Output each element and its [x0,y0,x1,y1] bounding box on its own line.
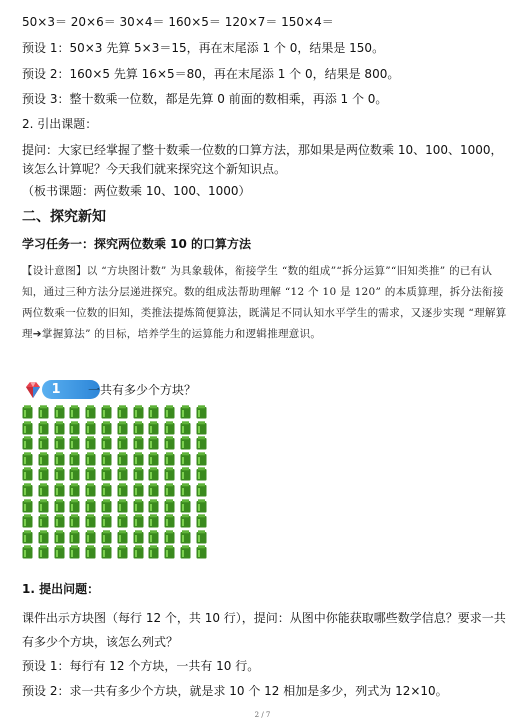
block-square [54,514,65,528]
block-square [148,436,159,450]
block-square [180,530,191,544]
block-square [148,499,159,513]
block-square [101,405,112,419]
block-square [133,514,144,528]
block-square [164,499,175,513]
block-square [117,545,128,559]
block-square [38,483,49,497]
block-square [164,405,175,419]
block-square [148,483,159,497]
block-square [148,545,159,559]
block-square [22,483,33,497]
block-square [101,483,112,497]
block-square [38,436,49,450]
block-square [180,545,191,559]
block-square [196,467,207,481]
block-square [101,514,112,528]
block-square [133,405,144,419]
block-square [180,499,191,513]
block-square [164,514,175,528]
block-square [196,421,207,435]
warmup-exercises: 50×3＝ 20×6＝ 30×4＝ 160×5＝ 120×7＝ 150×4＝ [22,15,334,29]
block-square [133,483,144,497]
subheading-raise-question: 1. 提出问题： [22,582,100,596]
block-square [196,405,207,419]
block-square [180,436,191,450]
block-square [69,530,80,544]
answer-preset-2: 预设 2：求一共有多少个方块，就是求 10 个 12 相加是多少，列式为 12×10。 [22,684,448,698]
block-square [164,467,175,481]
block-square [117,483,128,497]
block-square [69,452,80,466]
block-square [101,452,112,466]
block-square [54,545,65,559]
block-square [38,514,49,528]
block-square [148,452,159,466]
block-square [180,405,191,419]
block-square [117,436,128,450]
block-square [196,452,207,466]
courseware-paragraph: 课件出示方块图（每行 12 个，共 10 行），提问：从图中你能获取哪些数学信息？要求一共有多少个方块，该怎么列式？ [22,611,506,649]
block-square [164,545,175,559]
block-square [38,452,49,466]
block-square [164,530,175,544]
block-square [69,405,80,419]
block-square [22,545,33,559]
block-square [196,530,207,544]
block-square [38,545,49,559]
block-square [85,421,96,435]
block-square [133,452,144,466]
section-heading: 二、探究新知 [22,209,106,225]
block-square [85,452,96,466]
block-square [85,467,96,481]
block-square [69,545,80,559]
block-square [117,405,128,419]
block-square [85,499,96,513]
block-square [117,514,128,528]
block-square [196,545,207,559]
block-square [54,421,65,435]
preset-3: 预设 3：整十数乘一位数，都是先算 0 前面的数相乘，再添 1 个 0。 [22,92,388,106]
block-square [38,467,49,481]
block-square [148,514,159,528]
preset-1: 预设 1：50×3 先算 5×3＝15，再在末尾添 1 个 0，结果是 150。 [22,41,385,55]
block-square [54,499,65,513]
block-square [117,530,128,544]
block-square [85,483,96,497]
block-square [148,530,159,544]
question-number: 1 [51,382,61,397]
block-square [133,499,144,513]
block-square [148,421,159,435]
block-square [196,514,207,528]
page-number: 2 / 7 [254,711,271,719]
block-square [69,421,80,435]
block-square [54,405,65,419]
gem-icon [22,380,44,400]
design-intent-paragraph: 【设计意图】以 “方块图计数” 为具象载体，衔接学生 “数的组成”“拆分运算”“旧知类推” 的已有认知，通过三种方法分层递进探究。数的组成法帮助理解 “12 个 10 是 120” 的本质算理，拆分法衔接两位数乘一位数的旧知，类推法提炼简便算法，既满足不同认知水平学生的需求，又逐步实现 “理解算理➔掌握算法” 的目标，培养学生的运算能力和逻辑推理意识。 [22,265,507,340]
block-square [85,405,96,419]
block-square [54,436,65,450]
block-square [22,499,33,513]
block-square [22,452,33,466]
block-square [164,452,175,466]
block-square [101,467,112,481]
block-square [69,499,80,513]
block-square [196,483,207,497]
block-square [117,499,128,513]
block-square [54,530,65,544]
block-square [101,499,112,513]
block-square [22,436,33,450]
block-square [38,421,49,435]
block-square [180,514,191,528]
block-square [22,405,33,419]
block-square [69,483,80,497]
block-square [22,421,33,435]
block-square [133,436,144,450]
block-square [148,467,159,481]
question-paragraph: 提问：大家已经掌握了整十数乘一位数的口算方法，那如果是两位数乘 10、100、1000，该怎么计算呢？今天我们就来探究这个新知识点。 [22,143,503,176]
task-heading: 学习任务一：探究两位数乘 10 的口算方法 [22,237,252,251]
block-square [180,483,191,497]
block-square [54,467,65,481]
block-square [101,421,112,435]
block-square [180,452,191,466]
block-square [54,483,65,497]
block-square [85,530,96,544]
block-square [180,467,191,481]
block-square [22,514,33,528]
block-square [164,483,175,497]
block-square [101,436,112,450]
subheading-intro-topic: 2. 引出课题： [22,117,98,131]
block-square [117,467,128,481]
block-square [38,530,49,544]
block-square [38,499,49,513]
preset-2: 预设 2：160×5 先算 16×5＝80，再在末尾添 1 个 0，结果是 800。 [22,67,400,81]
block-square [117,421,128,435]
block-square [133,421,144,435]
block-square [117,452,128,466]
block-square [101,545,112,559]
block-square [148,405,159,419]
block-square [85,545,96,559]
block-square [164,436,175,450]
block-square [133,467,144,481]
block-square [85,514,96,528]
question-banner [22,379,322,401]
block-square [196,436,207,450]
block-square [38,405,49,419]
block-square [69,436,80,450]
block-square [22,530,33,544]
block-square [69,467,80,481]
block-square [69,514,80,528]
block-square [180,421,191,435]
block-square [133,545,144,559]
answer-preset-1: 预设 1：每行有 12 个方块，一共有 10 行。 [22,659,260,673]
block-square [133,530,144,544]
block-square [196,499,207,513]
question-text: 一共有多少个方块？ [88,383,197,397]
block-square [85,436,96,450]
block-square [164,421,175,435]
board-topic: （板书课题：两位数乘 10、100、1000） [22,184,251,198]
block-square [22,467,33,481]
block-square [101,530,112,544]
block-square [54,452,65,466]
